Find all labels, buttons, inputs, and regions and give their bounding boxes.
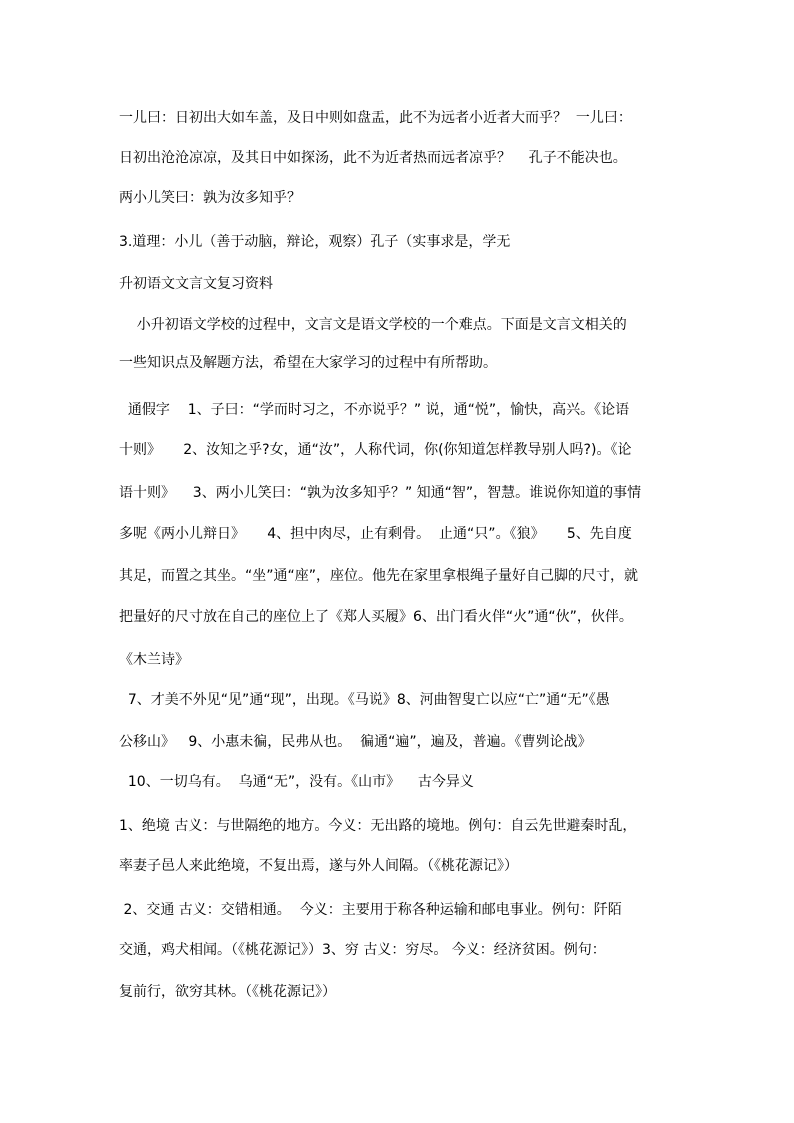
text-line-8: 通假字 1、子曰：“学而时习之，不亦说乎？” 说，通“悦”，愉快，高兴。《论语 [119, 402, 630, 418]
text-line-9: 十则》 2、汝知之乎?女，通“汝”，人称代词，你(你知道怎样教导别人吗?)。《论 [119, 442, 632, 458]
text-line-6: 小升初语文学校的过程中，文言文是语文学校的一个难点。下面是文言文相关的 [119, 317, 627, 333]
text-line-13: 把量好的尺寸放在自己的座位上了《郑人买履》6、出门看火伴“火”通“伙”，伙伴。 [119, 609, 633, 625]
text-line-22: 复前行，欲穷其林。（《桃花源记》） [119, 984, 336, 1000]
text-line-20: 2、交通 古义：交错相通。 今义：主要用于称各种运输和邮电事业。例句：阡陌 [119, 902, 622, 918]
text-line-4: 3.道理：小儿（善于动脑，辩论，观察）孔子（实事求是，学无 [119, 234, 511, 250]
text-line-15: 7、才美不外见“见”通“现”，出现。《马说》8、河曲智叟亡以应“亡”通“无”《愚 [119, 692, 610, 708]
text-line-3: 两小儿笑曰：孰为汝多知乎？ [119, 190, 301, 206]
text-line-1: 一儿曰：日初出大如车盖，及日中则如盘盂，此不为远者小近者大而乎？ 一儿曰： [119, 110, 632, 126]
text-line-17: 10、一切乌有。 乌通“无”，没有。《山市》 古今异义 [119, 774, 474, 790]
text-line-21: 交通，鸡犬相闻。（《桃花源记》）3、穷 古义：穷尽。 今义：经济贫困。例句： [119, 942, 606, 958]
text-line-10: 语十则》 3、两小儿笑曰：“孰为汝多知乎？” 知通“智”，智慧。谁说你知道的事情 [119, 485, 642, 501]
text-line-12: 其足，而置之其坐。“坐”通“座”，座位。他先在家里拿根绳子量好自己脚的尺寸，就 [119, 568, 639, 584]
text-line-18: 1、绝境 古义：与世隔绝的地方。今义：无出路的境地。例句：自云先世避秦时乱， [119, 818, 637, 834]
text-line-7: 一些知识点及解题方法，希望在大家学习的过程中有所帮助。 [119, 355, 497, 371]
text-line-2: 日初出沧沧凉凉，及其日中如探汤，此不为近者热而远者凉乎？ 孔子不能决也。 [119, 150, 627, 166]
text-line-19: 率妻子邑人来此绝境，不复出焉，遂与外人间隔。（《桃花源记》） [119, 858, 518, 874]
text-line-11: 多呢《两小儿辩日》 4、担中肉尽，止有剩骨。 止通“只”。《狼》 5、先自度 [119, 526, 632, 542]
text-line-14: 《木兰诗》 [119, 652, 189, 668]
text-line-5: 升初语文文言文复习资料 [119, 276, 273, 292]
text-line-16: 公移山》 9、小惠未徧，民弗从也。 徧通“遍”，遍及，普遍。《曹刿论战》 [119, 734, 592, 750]
